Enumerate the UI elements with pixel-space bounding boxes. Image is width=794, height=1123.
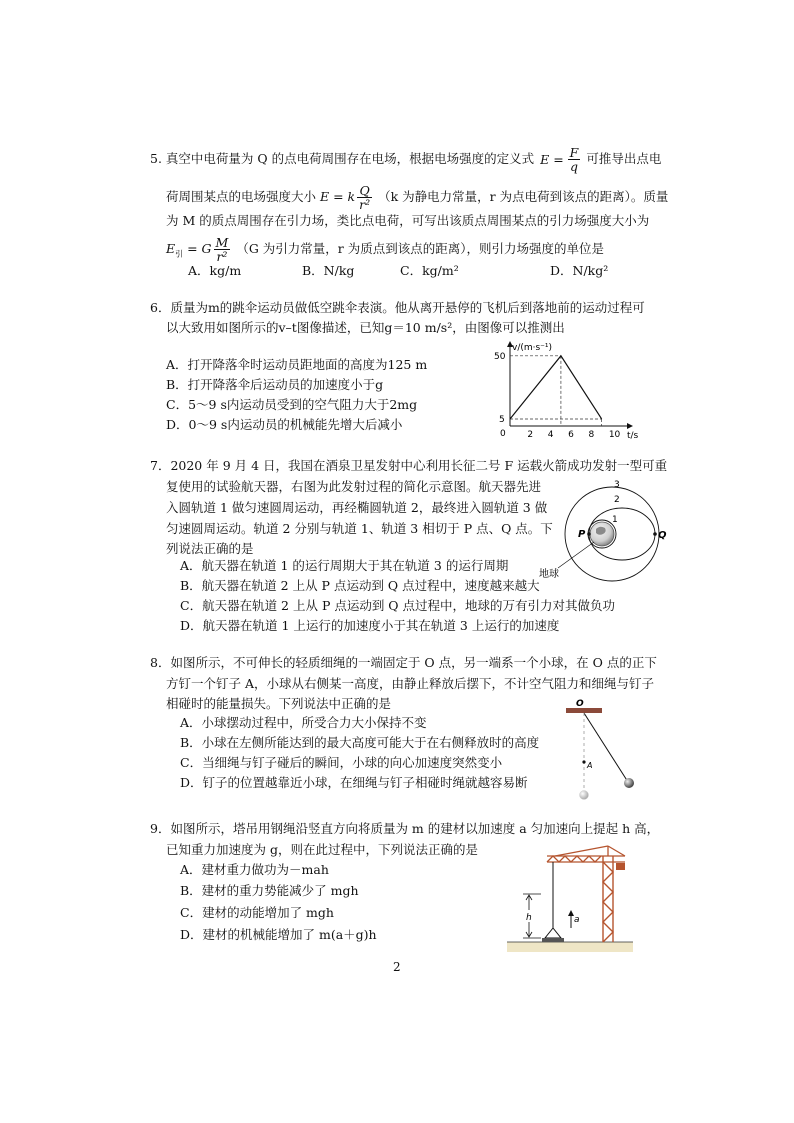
point-a-label: A <box>587 761 593 770</box>
q5-formula-field-definition: E = <box>540 152 564 167</box>
q5-line4: $E_引 = G$ $\frac{M}{\text{r²}}$ （G 为引力常量，r 为质点到该点的距离），则引力场强度的单位是 <box>166 235 605 264</box>
point-q-label: Q <box>658 530 667 541</box>
q8-option-b: B．小球在左侧所能达到的最大高度可能大于在右侧释放时的高度 <box>180 735 540 750</box>
q6-line2: 以大致用如图所示的v–t图像描述，已知g＝10 m/s²，由图像可以推测出 <box>166 320 565 335</box>
q9-option-b: B．建材的重力势能减少了 mgh <box>180 883 359 898</box>
q7-line3: 入圆轨道 1 做匀速圆周运动，再经椭圆轨道 2，最终进入圆轨道 3 做 <box>166 500 548 515</box>
chart-x-tick-label: 10 <box>608 430 621 440</box>
q5-line2: 荷周围某点的电场强度大小 E = k $\frac{Q}{\text{r²}}$ （k 为静电力常量，r 为点电荷到该点的距离）。质量 <box>166 183 669 212</box>
orbit-label-1: 1 <box>612 515 618 525</box>
q6-line1: 6．质量为m的跳伞运动员做低空跳伞表演。他从离开悬停的飞机后到落地前的运动过程可 <box>150 300 645 315</box>
q5-line1-tail: 可推导出点电 <box>586 151 662 166</box>
q7-line2: 复使用的试验航天器，右图为此发射过程的简化示意图。航天器先进 <box>166 479 542 494</box>
chart-origin-label: 0 <box>500 429 506 439</box>
q7-line5: 列说法正确的是 <box>166 541 254 556</box>
height-label: h <box>526 913 532 923</box>
q9-option-a: A．建材重力做功为－mah <box>180 862 329 877</box>
q7-orbit-diagram <box>536 474 672 584</box>
ground <box>507 942 633 952</box>
q9-line2: 已知重力加速度为 g，则在此过程中，下列说法正确的是 <box>166 842 478 857</box>
q8-line3: 相碰时的能量损失。下列说法中正确的是 <box>166 696 392 711</box>
q5-line1 <box>150 146 661 173</box>
q8-pendulum-diagram <box>560 698 640 802</box>
q5-option-c: C．kg/m² <box>400 263 459 278</box>
q5-line2-tail: （k 为静电力常量，r 为点电荷到该点的距离）。质量 <box>378 189 669 204</box>
chart-x-tick-label: 8 <box>588 430 595 440</box>
point-p-dot <box>587 532 591 536</box>
q5-line3: 为 M 的质点周围存在引力场，类比点电荷，可写出该质点周围某点的引力场强度大小为 <box>166 213 650 228</box>
page-number: 2 <box>393 960 401 974</box>
rope <box>584 713 628 782</box>
q7-option-c: C．航天器在轨道 2 上从 P 点运动到 Q 点过程中，地球的万有引力对其做负功 <box>180 598 616 613</box>
chart-y-label: v/(m·s⁻¹) <box>512 343 553 353</box>
q7-line1: 7．2020 年 9 月 4 日，我国在酒泉卫星发射中心利用长征二号 F 运载火箭成功发射一型可重 <box>150 458 668 473</box>
q5-fraction-q-over-r2: $\frac{Q}{\text{r²}}$ <box>359 183 371 212</box>
chart-x-tick-label: 4 <box>547 430 554 440</box>
q6-option-b: B．打开降落伞后运动员的加速度小于g <box>166 377 384 392</box>
q7-option-b: B．航天器在轨道 2 上从 P 点运动到 Q 点过程中，速度越来越大 <box>180 578 540 593</box>
q8-option-c: C．当细绳与钉子碰后的瞬间，小球的向心加速度突然变小 <box>180 755 503 770</box>
q5-line2-text: 荷周围某点的电场强度大小 <box>166 189 317 204</box>
q8-line1: 8．如图所示，不可伸长的轻质细绳的一端固定于 O 点，另一端系一个小球，在 O 点的正下 <box>150 655 657 670</box>
q5-option-d: D．N/kg² <box>550 263 609 278</box>
q6-option-d: D．0～9 s内运动员的机械能先增大后减小 <box>166 417 403 432</box>
chart-x-tick-label: 2 <box>527 430 534 440</box>
chart-y-tick-label: 5 <box>499 414 505 425</box>
point-o-label: O <box>576 699 584 709</box>
q5-line1-text: 5. 真空中电荷量为 Q 的点电荷周围存在电场，根据电场强度的定义式 <box>150 151 535 166</box>
q6-option-a: A．打开降落伞时运动员距地面的高度为125 m <box>166 357 428 372</box>
chart-series-line <box>510 356 602 419</box>
q7-option-a: A．航天器在轨道 1 的运行周期大于其在轨道 3 的运行周期 <box>180 558 509 573</box>
q9-option-c: C．建材的动能增加了 mgh <box>180 905 334 920</box>
q7-option-d: D．航天器在轨道 1 上运行的加速度小于其在轨道 3 上运行的加速度 <box>180 618 560 633</box>
q8-option-a: A．小球摆动过程中，所受合力大小保持不变 <box>180 715 427 730</box>
chart-x-label: t/s <box>627 431 639 441</box>
load-hook <box>545 928 561 938</box>
point-p-label: P <box>578 529 586 540</box>
q9-option-d: D．建材的机械能增加了 m(a＋g)h <box>180 927 377 942</box>
chart-x-tick-label: 6 <box>568 430 574 440</box>
q6-vt-chart <box>480 338 640 444</box>
building-material <box>542 938 564 942</box>
q5-fraction-m-over-r2: $\frac{M}{\text{r²}}$ <box>215 235 229 264</box>
crane-tower <box>603 856 613 942</box>
point-q-dot <box>653 532 657 536</box>
chart-y-tick-label: 50 <box>494 351 506 362</box>
orbit-label-3: 3 <box>614 480 620 490</box>
q8-line2: 方钉一个钉子 A，小球从右侧某一高度，由静止释放后摆下，不计空气阻力和细绳与钉子 <box>166 676 655 691</box>
ball-rest-ghost <box>580 791 589 800</box>
q5-fraction-f-over-q: $\frac{F}{q}$ <box>569 145 579 174</box>
ceiling-bar <box>566 708 602 713</box>
q8-option-d: D．钉子的位置越靠近小球，在细绳与钉子相碰时绳就越容易断 <box>180 775 528 790</box>
q5-option-b: B．N/kg <box>302 263 355 278</box>
q5-line4-tail: （G 为引力常量，r 为质点到该点的距离），则引力场强度的单位是 <box>236 241 605 256</box>
acceleration-label: a <box>574 915 580 925</box>
q9-crane-diagram <box>505 842 635 954</box>
q6-option-c: C．5～9 s内运动员受到的空气阻力大于2mg <box>166 397 418 412</box>
nail-a <box>582 760 585 763</box>
orbit-label-2: 2 <box>614 495 620 505</box>
q7-line4: 匀速圆周运动。轨道 2 分别与轨道 1、轨道 3 相切于 P 点、Q 点。下 <box>166 521 553 536</box>
ball-icon <box>624 778 634 788</box>
earth-label: 地球 <box>539 569 559 580</box>
q5-option-a: A．kg/m <box>188 263 242 278</box>
q9-line1: 9．如图所示，塔吊用钢绳沿竖直方向将质量为 m 的建材以加速度 a 匀加速向上提起 h 高， <box>150 821 660 836</box>
